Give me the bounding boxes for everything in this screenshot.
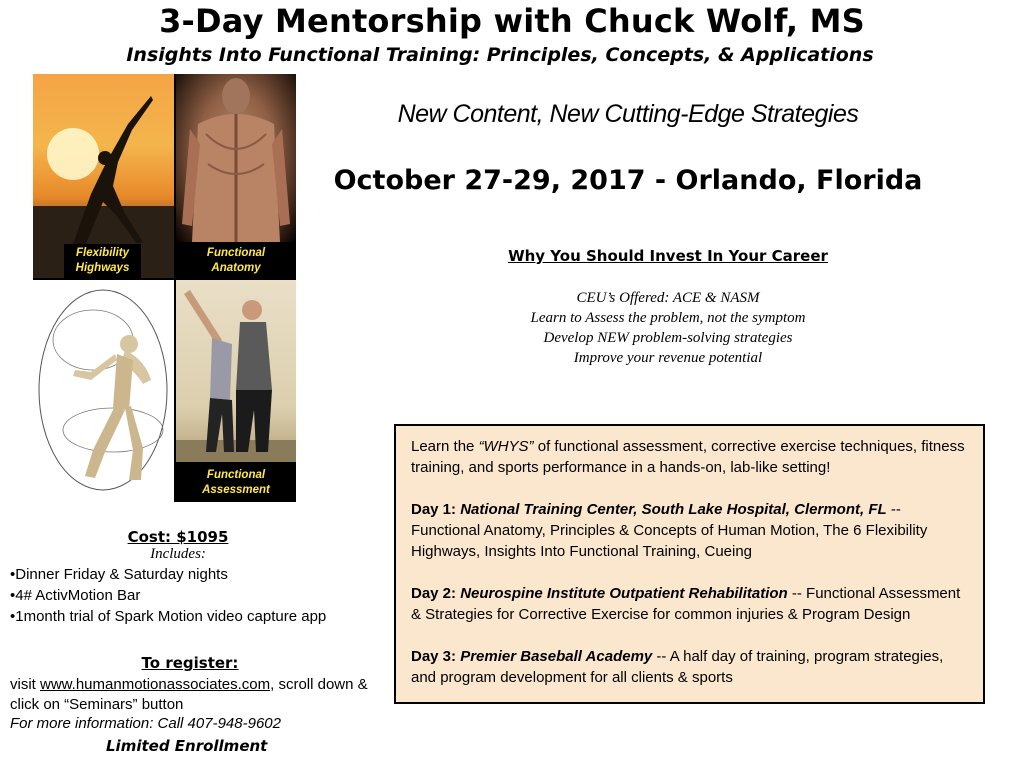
intro-prefix: Learn the (411, 438, 479, 455)
day-location: National Training Center, South Lake Hospital, Clermont, FL (460, 501, 887, 518)
day-description: -- Functional Anatomy, Principles & Concepts of Human Motion, The 6 Flexibility Highways, Insights Into Functional Training, Cueing (411, 501, 928, 560)
benefits-list (390, 288, 946, 368)
caption-line: Anatomy (211, 262, 261, 274)
register-instructions (10, 675, 370, 715)
event-dates: October 27-29, 2017 - Orlando, Florida (333, 165, 923, 196)
day-description: -- Functional Assessment & Strategies for Corrective Exercise for common injuries & Program Design (411, 585, 961, 623)
caption-functional-assessment (176, 464, 296, 502)
photo-collage (33, 74, 296, 502)
caption-line: Flexibility (75, 247, 130, 259)
day-location: Neurospine Institute Outpatient Rehabilitation (460, 585, 788, 602)
muscle-anatomy-image (176, 74, 296, 242)
caption-line: Highways (75, 262, 130, 274)
website-link[interactable]: www.humanmotionassociates.com (40, 676, 271, 693)
day-3-paragraph (411, 646, 969, 688)
benefit-item: CEU’s Offered: ACE & NASM (576, 290, 760, 306)
caption-line: Functional (206, 469, 266, 481)
back-anatomy-photo (176, 74, 296, 242)
tagline: New Content, New Cutting-Edge Strategies (397, 100, 859, 128)
intro-suffix: of functional assessment, corrective exercise techniques, fitness training, and sports performance in a hands-on, lab-like setting! (411, 438, 965, 476)
stretch-assessment-image (176, 280, 296, 462)
benefit-item: Improve your revenue potential (573, 350, 763, 366)
motion-figure-diagram (33, 280, 174, 502)
includes-list (10, 564, 380, 627)
list-item: •4# ActivMotion Bar (10, 587, 141, 604)
caption-functional-anatomy (176, 244, 296, 278)
caption-flexibility-highways (64, 244, 141, 278)
includes-label: Includes: (150, 546, 206, 562)
day-label: Day 3: (411, 648, 461, 665)
day-description: -- A half day of training, program strategies, and program development for all clients & sports (411, 648, 944, 686)
list-item: •1month trial of Spark Motion video capture app (10, 608, 327, 625)
register-label: To register: (141, 654, 239, 672)
page-subtitle: Insights Into Functional Training: Principles, Concepts, & Applications (126, 44, 874, 66)
caption-line: Functional (206, 247, 266, 259)
assessment-photo (176, 280, 296, 462)
cost-label: Cost: $1095 (127, 528, 229, 546)
list-item: •Dinner Friday & Saturday nights (10, 566, 228, 583)
day-label: Day 2: (411, 585, 461, 602)
why-heading: Why You Should Invest In Your Career (508, 247, 828, 265)
cost-section (0, 528, 380, 627)
contact-info: For more information: Call 407-948-9602 (10, 715, 281, 732)
page-title: 3-Day Mentorship with Chuck Wolf, MS (159, 2, 865, 40)
intro-whys: “WHYS” (478, 438, 534, 455)
benefit-item: Learn to Assess the problem, not the symptom (530, 310, 806, 326)
discus-thrower-image (33, 280, 174, 502)
program-details-box (394, 424, 985, 704)
limited-enrollment: Limited Enrollment (106, 737, 268, 755)
register-prefix: visit (10, 676, 40, 693)
day-2-paragraph (411, 583, 969, 625)
day-1-paragraph (411, 499, 969, 562)
caption-line: Assessment (202, 484, 270, 496)
intro-paragraph (411, 436, 969, 478)
benefit-item: Develop NEW problem-solving strategies (543, 330, 793, 346)
day-location: Premier Baseball Academy (460, 648, 653, 665)
day-label: Day 1: (411, 501, 461, 518)
register-suffix: , scroll down & click on “Seminars” button (10, 676, 368, 713)
